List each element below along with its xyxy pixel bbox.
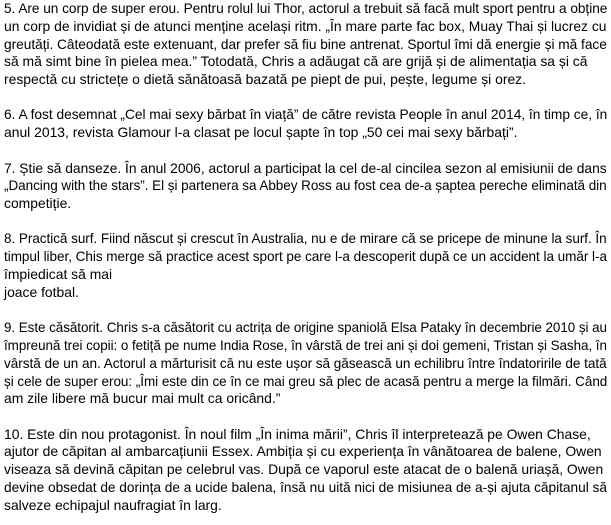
paragraph-spacer <box>4 142 607 160</box>
text-line: 10. Este din nou protagonist. În noul film „În inima mării”, Chris îl interpretează pe Owen Chase, <box>4 425 591 442</box>
text-line: 6. A fost desemnat „Cel mai sexy bărbat în viață” de către revista People în anul 2014, în timp ce, în <box>4 106 608 123</box>
text-line: vârstă de un an. Actorul a mărturisit că nu este ușor să găsească un echilibru între îndatoririle de tată <box>4 354 607 371</box>
paragraph-spacer <box>4 302 607 320</box>
paragraph-5 <box>4 0 607 89</box>
text-line: salveze echipajul naufragiat în larg. <box>4 496 222 513</box>
text-line: am zile libere mă bucur mai mult ca oricând.” <box>4 390 281 407</box>
text-line: respectă cu strictețe o dietă sănătoasă bazată pe piept de pui, pește, legume și orez. <box>4 71 526 88</box>
text-line: anul 2013, revista Glamour l-a clasat pe locul șapte în top „50 cei mai sexy bărbați”. <box>4 124 518 141</box>
text-line: 9. Este căsătorit. Chris s-a căsătorit cu actrița de origine spaniolă Elsa Pataky în decembrie 2010 și au <box>4 319 607 336</box>
paragraph-8 <box>4 230 607 301</box>
paragraph-spacer <box>4 89 607 107</box>
text-line: un corp de invidiat și de atunci menține același ritm. „În mare parte fac box, Muay Thai și lucrez cu <box>4 17 607 34</box>
paragraph-9 <box>4 319 607 408</box>
text-line: 8. Practică surf. Fiind născut și crescut în Australia, nu e de mirare că se pricepe de minune la surf. În <box>4 230 607 247</box>
text-line: joace fotbal. <box>4 283 79 300</box>
text-line: 7. Știe să danseze. În anul 2006, actorul a participat la cel de-al cincilea sezon al emisiunii de dans <box>4 159 607 176</box>
text-line: devine obsedat de dorința de a ucide balena, însă nu uită nici de misiunea de a-și ajuta căpitanul să <box>4 479 607 496</box>
text-line: greutăți. Câteodată este extenuant, dar prefer să fiu bine antrenat. Sportul îmi dă energie și mă face <box>4 35 607 52</box>
text-line: timpul liber, Chis merge să practice acest sport pe care l-a descoperit după ce un accident la umăr l-a <box>4 248 607 265</box>
document-body <box>4 0 607 515</box>
text-line: competiție. <box>4 195 72 212</box>
text-line: „Dancing with the stars”. El și partenera sa Abbey Ross au fost cea de-a șaptea pereche eliminată din <box>4 177 607 194</box>
text-line: să mă simt bine în pielea mea.” Totodată, Chris a adăugat că are grijă și de alimentația sa și că <box>4 53 588 70</box>
paragraph-7 <box>4 160 607 213</box>
paragraph-6 <box>4 106 607 142</box>
text-line: împreună trei copii: o fetiță pe nume India Rose, în vârstă de trei ani și doi gemeni, Tristan și Sasha, în <box>4 336 607 353</box>
text-line: viseaza să devină căpitan pe celebrul vas. După ce vaporul este atacat de o balenă uriașă, Owen <box>4 461 604 478</box>
paragraph-spacer <box>4 408 607 426</box>
text-line: 5. Are un corp de super erou. Pentru rolul lui Thor, actorul a trebuit să facă mult sport pentru a obține <box>4 0 608 16</box>
paragraph-spacer <box>4 213 607 231</box>
text-line: ajutor de căpitan al ambarcațiunii Essex. Ambiția și cu experiența în vânătoarea de balene, Owen <box>4 443 602 460</box>
paragraph-10 <box>4 426 607 515</box>
text-line: și cele de super erou: „Îmi este din ce în ce mai greu să plec de acasă pentru a merge la filmări. Când <box>4 372 608 389</box>
text-line: împiedicat să mai <box>4 266 113 283</box>
